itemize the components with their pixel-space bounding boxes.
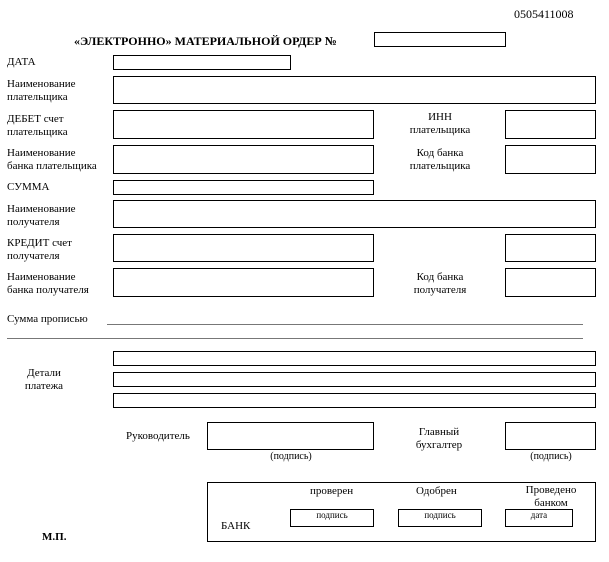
bank-date-caption: дата — [530, 510, 548, 520]
payment-details-line-3[interactable] — [113, 393, 596, 408]
debit-account-label: ДЕБЕТ счет плательщика — [7, 113, 68, 138]
payer-bank-label: Наименование банка плательщика — [7, 147, 97, 172]
debit-account-field[interactable] — [113, 110, 374, 139]
recipient-inn-field[interactable] — [505, 234, 596, 262]
recipient-bank-code-label: Код банка получателя — [413, 271, 467, 296]
payer-bank-field[interactable] — [113, 145, 374, 174]
form-title: «ЭЛЕКТРОННО» МАТЕРИАЛЬНОЙ ОРДЕР № — [74, 34, 337, 48]
bank-approved-signature-field[interactable] — [398, 509, 482, 527]
amount-words-line-2[interactable] — [7, 338, 583, 339]
form-code: 0505411008 — [514, 7, 574, 21]
credit-account-field[interactable] — [113, 234, 374, 262]
recipient-bank-label: Наименование банка получателя — [7, 271, 89, 296]
manager-signature-field[interactable] — [207, 422, 374, 450]
amount-field[interactable] — [113, 180, 374, 195]
payment-details-label: Детали платежа — [24, 367, 64, 392]
bank-approved-label: Одобрен — [416, 485, 457, 497]
bank-label: БАНК — [221, 520, 251, 532]
amount-label: СУММА — [7, 181, 50, 193]
date-field[interactable] — [113, 55, 291, 70]
accountant-label: Главный бухгалтер — [415, 426, 463, 451]
manager-label: Руководитель — [126, 430, 190, 442]
order-number-field[interactable] — [374, 32, 506, 47]
recipient-bank-code-field[interactable] — [505, 268, 596, 297]
amount-words-line[interactable] — [107, 324, 583, 325]
payment-details-line-2[interactable] — [113, 372, 596, 387]
stamp-place-label: М.П. — [42, 531, 67, 543]
accountant-signature-caption: (подпись) — [530, 451, 572, 462]
payer-bank-code-field[interactable] — [505, 145, 596, 174]
date-label: ДАТА — [7, 56, 36, 68]
payer-name-field[interactable] — [113, 76, 596, 104]
amount-words-label: Сумма прописью — [7, 313, 88, 325]
credit-account-label: КРЕДИТ счет получателя — [7, 237, 72, 262]
recipient-name-field[interactable] — [113, 200, 596, 228]
recipient-bank-field[interactable] — [113, 268, 374, 297]
bank-checked-signature-caption: подпись — [316, 510, 348, 520]
manager-signature-caption: (подпись) — [270, 451, 312, 462]
payer-bank-code-label: Код банка плательщика — [409, 147, 471, 172]
accountant-signature-field[interactable] — [505, 422, 596, 450]
payer-inn-label: ИНН плательщика — [409, 111, 471, 136]
bank-processed-label: Проведено банком — [525, 484, 577, 509]
bank-checked-signature-field[interactable] — [290, 509, 374, 527]
payment-details-line-1[interactable] — [113, 351, 596, 366]
bank-date-field[interactable] — [505, 509, 573, 527]
payer-inn-field[interactable] — [505, 110, 596, 139]
recipient-name-label: Наименование получателя — [7, 203, 76, 228]
payer-name-label: Наименование плательщика — [7, 78, 76, 103]
bank-approved-signature-caption: подпись — [424, 510, 456, 520]
bank-checked-label: проверен — [310, 485, 354, 497]
